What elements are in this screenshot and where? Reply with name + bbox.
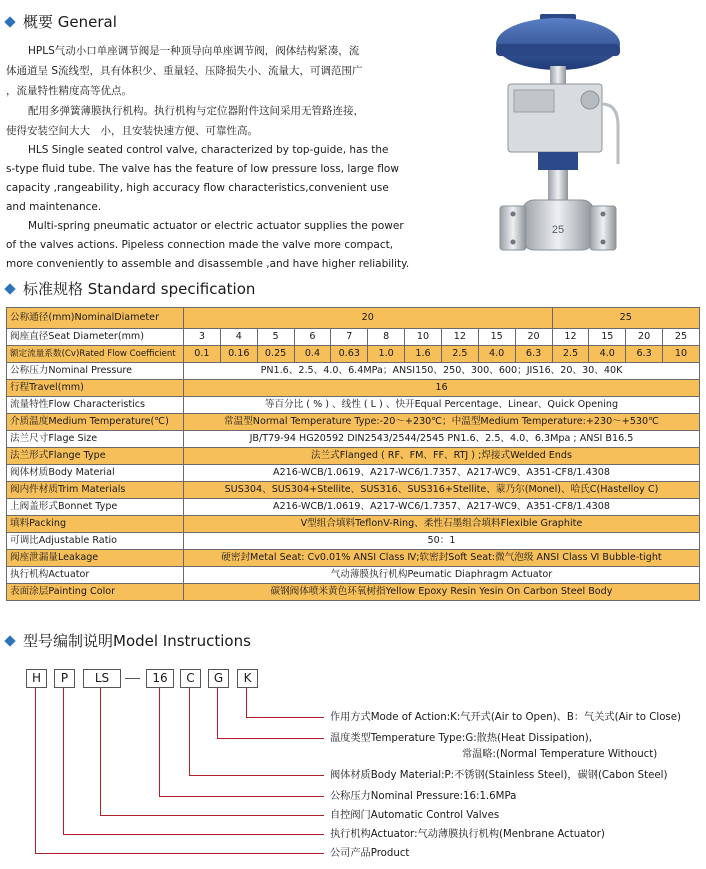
- cv-value-cell: 6.3: [515, 346, 552, 363]
- spec-row: [7, 550, 700, 567]
- seat-diameter-cell: 20: [515, 329, 552, 346]
- cv-value-cell: 4.0: [478, 346, 515, 363]
- seat-diameter-cell: 15: [589, 329, 626, 346]
- seat-diameter-cell: 25: [663, 329, 700, 346]
- spec-row: [7, 380, 700, 397]
- spec-label: 流量特性Flow Characteristics: [7, 397, 184, 414]
- flange-marking: 25: [551, 224, 565, 236]
- diamond-bullet-icon: [4, 283, 15, 294]
- spec-label: 介质温度Medium Temperature(℃): [7, 414, 184, 431]
- cv-value-cell: 10: [663, 346, 700, 363]
- cv-value-cell: 2.5: [441, 346, 478, 363]
- spec-value: A216-WCB/1.0619、A217-WC6/1.7357、A217-WC9、A351-CF8/1.4308: [184, 465, 700, 482]
- seat-diameter-cell: 6: [294, 329, 331, 346]
- seat-diameter-cell: 20: [626, 329, 663, 346]
- diamond-bullet-icon: [4, 635, 15, 646]
- spec-row: [7, 567, 700, 584]
- en-paragraph-line: of the valves actions. Pipeless connection made the valve more compact,: [6, 239, 394, 251]
- en-paragraph-line: Multi-spring pneumatic actuator or electric actuator supplies the power: [28, 220, 404, 232]
- dn-20-cell: 20: [184, 308, 553, 329]
- spec-table: [6, 307, 700, 601]
- spec-value: 50：1: [184, 533, 700, 550]
- cn-paragraph-line: HPLS气动小口单座调节阀是一种顶导向单座调节阀，阀体结构紧凑，流: [28, 45, 360, 57]
- spec-row: [7, 533, 700, 550]
- spec-value: SUS304、SUS304+Stellite、SUS316、SUS316+Stellite、蒙乃尔(Monel)、哈氏C(Hastelloy C): [184, 482, 700, 499]
- spec-label: 额定流量系数(Cv)Rated Flow Coefficient: [7, 346, 184, 363]
- leader-line-h: [35, 853, 324, 854]
- leader-line-g: [217, 688, 218, 738]
- general-title: 概要 General: [23, 13, 117, 31]
- code-box-ls: LS: [83, 669, 121, 688]
- leader-line-k: [246, 688, 247, 717]
- leader-line-ls: [100, 688, 101, 815]
- en-paragraph-line: and maintenance.: [6, 201, 102, 213]
- spec-row: [7, 363, 700, 380]
- leader-line-c: [189, 688, 190, 775]
- spec-label: 行程Travel(mm): [7, 380, 184, 397]
- spec-label: 公称压力Nominal Pressure: [7, 363, 184, 380]
- spec-row: [7, 431, 700, 448]
- annotation-product: 公司产品Product: [330, 848, 410, 859]
- spec-value: 气动薄膜执行机构Peumatic Diaphragm Actuator: [184, 567, 700, 584]
- en-paragraph-line: HLS Single seated control valve, characterized by top-guide, has the: [28, 144, 389, 156]
- cv-value-cell: 2.5: [552, 346, 589, 363]
- spec-value: A216-WCB/1.0619、A217-WC6/1.7357、A217-WC9、A351-CF8/1.4308: [184, 499, 700, 516]
- spec-label: 法兰形式Flange Type: [7, 448, 184, 465]
- spec-label: 阀内件材质Trim Materials: [7, 482, 184, 499]
- code-separator-dash: [125, 678, 140, 679]
- cn-paragraph-line: 配用多弹簧薄膜执行机构。执行机构与定位器附件这间采用无管路连接，: [28, 105, 364, 117]
- leader-line-16: [159, 796, 324, 797]
- seat-diameter-cell: 12: [441, 329, 478, 346]
- annotation-actuator: 执行机构Actuator:气动薄膜执行机构(Menbrane Actuator): [330, 829, 605, 840]
- cv-value-cell: 0.1: [184, 346, 221, 363]
- spec-row: [7, 414, 700, 431]
- cv-value-cell: 0.25: [257, 346, 294, 363]
- cv-value-cell: 1.6: [405, 346, 442, 363]
- spec-value: 硬密封Metal Seat: Cv0.01% ANSI Class Ⅳ;软密封Soft Seat:微气泡级 ANSI Class Ⅵ Bubble-tight: [184, 550, 700, 567]
- model-title: 型号编制说明Model Instructions: [23, 632, 251, 650]
- spec-label: 阀体材质Body Material: [7, 465, 184, 482]
- spec-label: 上阀盖形式Bonnet Type: [7, 499, 184, 516]
- code-box-k: K: [237, 669, 258, 688]
- seat-diameter-cell: 15: [478, 329, 515, 346]
- spec-row: [7, 499, 700, 516]
- code-box-c: C: [180, 669, 201, 688]
- cv-value-cell: 0.4: [294, 346, 331, 363]
- seat-diameter-cell: 8: [368, 329, 405, 346]
- spec-value: PN1.6、2.5、4.0、6.4MPa；ANSI150、250、300、600；JIS16、20、30、40K: [184, 363, 700, 380]
- annotation-temperature-type: 温度类型Temperature Type:G:散热(Heat Dissipation),: [330, 733, 592, 744]
- spec-heading: [6, 278, 255, 299]
- spec-value: JB/T79-94 HG20592 DIN2543/2544/2545 PN1.6、2.5、4.0、6.3Mpa ; ANSI B16.5: [184, 431, 700, 448]
- seat-diameter-cell: 12: [552, 329, 589, 346]
- cv-value-cell: 1.0: [368, 346, 405, 363]
- spec-label: 填料Packing: [7, 516, 184, 533]
- code-box-p: P: [54, 669, 75, 688]
- seat-diameter-cell: 7: [331, 329, 368, 346]
- diamond-bullet-icon: [4, 16, 15, 27]
- seat-diameter-cell: 4: [220, 329, 257, 346]
- annotation-body-material: 阀体材质Body Material:P:不锈钢(Stainless Steel)，碳钢(Cabon Steel): [330, 770, 668, 781]
- spec-value: 16: [184, 380, 700, 397]
- spec-title: 标准规格 Standard specification: [23, 280, 256, 298]
- leader-line-g: [217, 738, 324, 739]
- cv-value-cell: 0.16: [220, 346, 257, 363]
- leader-line-16: [159, 688, 160, 796]
- leader-line-h: [35, 688, 36, 853]
- spec-row: [7, 482, 700, 499]
- spec-label: 执行机构Actuator: [7, 567, 184, 584]
- spec-value: V型组合填料TeflonV-Ring、柔性石墨组合填料Flexible Graphite: [184, 516, 700, 533]
- leader-line-k: [246, 717, 324, 718]
- cv-value-cell: 6.3: [626, 346, 663, 363]
- code-box-16: 16: [146, 669, 174, 688]
- en-paragraph-line: more conveniently to assemble and disassemble ,and have higher reliability.: [6, 258, 410, 270]
- annotation-mode-of-action: 作用方式Mode of Action:K:气开式(Air to Open)、B：气关式(Air to Close): [330, 712, 681, 723]
- general-heading: [6, 11, 117, 32]
- spec-row: [7, 465, 700, 482]
- spec-row: [7, 397, 700, 414]
- cn-paragraph-line: 体通道呈 S流线型，具有体积少、重量轻、压降损失小、流量大，可调范围广: [6, 65, 363, 77]
- seat-diameter-cell: 10: [405, 329, 442, 346]
- control-valve-image: [492, 14, 624, 270]
- code-box-h: H: [26, 669, 47, 688]
- cn-paragraph-line: ，流量特性精度高等优点。: [6, 85, 132, 97]
- spec-value: 碳钢阀体喷米黄色环氧树指Yellow Epoxy Resin Yesin On Carbon Steel Body: [184, 584, 700, 601]
- spec-label: 公称通径(mm)NominalDiameter: [7, 308, 184, 329]
- seat-diameter-cell: 3: [184, 329, 221, 346]
- en-paragraph-line: s-type fluid tube. The valve has the feature of low pressure loss, large flow: [6, 163, 399, 175]
- spec-value: 法兰式Flanged ( RF、FM、FF、RTJ ) ;焊接式Welded Ends: [184, 448, 700, 465]
- leader-line-ls: [100, 815, 324, 816]
- annotation-temperature-normal: 常温略:(Normal Temperature Withouct): [462, 749, 658, 760]
- spec-label: 阀座泄漏量Leakage: [7, 550, 184, 567]
- spec-label: 可调比Adjustable Ratio: [7, 533, 184, 550]
- spec-label: 阀座直径Seat Diameter(mm): [7, 329, 184, 346]
- spec-value: 等百分比 ( % ) 、线性 ( L ) 、快开Equal Percentage、Linear、Quick Opening: [184, 397, 700, 414]
- cn-paragraph-line: 使得安装空间大大 小，且安装快速方便、可靠性高。: [6, 125, 258, 137]
- model-heading: [6, 630, 251, 651]
- leader-line-c: [189, 775, 324, 776]
- spec-label: 表面涂层Painting Color: [7, 584, 184, 601]
- spec-value: 常温型Normal Temperature Type:-20～+230℃；中温型Medium Temperature:+230～+530℃: [184, 414, 700, 431]
- spec-row: [7, 584, 700, 601]
- spec-row: [7, 516, 700, 533]
- dn-25-cell: 25: [552, 308, 699, 329]
- cv-value-cell: 4.0: [589, 346, 626, 363]
- leader-line-p: [63, 834, 324, 835]
- annotation-nominal-pressure: 公称压力Nominal Pressure:16:1.6MPa: [330, 791, 517, 802]
- spec-label: 法兰尺寸Flage Size: [7, 431, 184, 448]
- leader-line-p: [63, 688, 64, 834]
- en-paragraph-line: capacity ,rangeability, high accuracy flow characteristics,convenient use: [6, 182, 389, 194]
- seat-diameter-cell: 5: [257, 329, 294, 346]
- spec-row: [7, 448, 700, 465]
- cv-value-cell: 0.63: [331, 346, 368, 363]
- code-box-g: G: [208, 669, 229, 688]
- annotation-automatic-valves: 自控阀门Automatic Control Valves: [330, 810, 500, 821]
